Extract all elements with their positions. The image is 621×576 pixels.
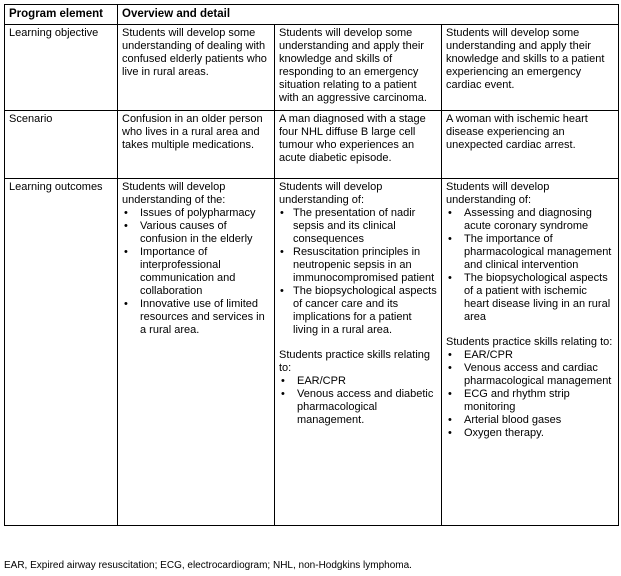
outcomes-cell <box>275 179 442 526</box>
list-item: • Venous access and cardiac pharmacological management <box>446 362 614 388</box>
list-item: • Various causes of confusion in the elderly <box>122 220 270 246</box>
objective-cell: Students will develop some understanding of dealing with confused elderly patients who live in rural areas. <box>118 25 275 111</box>
list-item: • The presentation of nadir sepsis and its clinical consequences <box>279 207 437 246</box>
list-item: • Resuscitation principles in neutropenic sepsis in an immunocompromised patient <box>279 246 437 285</box>
table-row <box>5 25 619 111</box>
list-item: • Oxygen therapy. <box>446 427 614 440</box>
outcomes-list <box>446 207 614 324</box>
outcomes-cell <box>118 179 275 526</box>
table-footnote: EAR, Expired airway resuscitation; ECG, electrocardiogram; NHL, non-Hodgkins lymphoma. <box>4 560 412 571</box>
outcomes-cell <box>442 179 619 526</box>
row-label-objective: Learning objective <box>5 25 118 111</box>
scenario-cell: Confusion in an older person who lives in a rural area and takes multiple medications. <box>118 111 275 179</box>
row-label-outcomes: Learning outcomes <box>5 179 118 526</box>
objective-cell: Students will develop some understanding and apply their knowledge and skills of responding to an emergency situation relating to a patient with an aggressive carcinoma. <box>275 25 442 111</box>
skills-list <box>279 375 437 427</box>
header-program-element: Program element <box>5 5 118 25</box>
list-item: • The biopsychological aspects of cancer care and its implications for a patient living in a rural area. <box>279 285 437 337</box>
list-item: • The biopsychological aspects of a patient with ischemic heart disease living in an rural area <box>446 272 614 324</box>
list-item: • The importance of pharmacological management and clinical intervention <box>446 233 614 272</box>
header-overview: Overview and detail <box>118 5 619 25</box>
scenario-cell: A woman with ischemic heart disease experiencing an unexpected cardiac arrest. <box>442 111 619 179</box>
list-item: • Venous access and diabetic pharmacological management. <box>279 388 437 427</box>
list-item: • Issues of polypharmacy <box>122 207 270 220</box>
list-item: • ECG and rhythm strip monitoring <box>446 388 614 414</box>
table-header-row <box>5 5 619 25</box>
outcomes-intro: Students will develop understanding of: <box>279 181 383 206</box>
list-item: • EAR/CPR <box>446 349 614 362</box>
list-item: • Assessing and diagnosing acute coronary syndrome <box>446 207 614 233</box>
skills-list <box>446 349 614 440</box>
outcomes-intro: Students will develop understanding of the: <box>122 181 226 206</box>
list-item: • Arterial blood gases <box>446 414 614 427</box>
outcomes-list <box>122 207 270 337</box>
table-row <box>5 111 619 179</box>
list-item: • EAR/CPR <box>279 375 437 388</box>
row-label-scenario: Scenario <box>5 111 118 179</box>
outcomes-intro: Students will develop understanding of: <box>446 181 550 206</box>
skills-intro: Students practice skills relating to: <box>446 336 613 348</box>
scenario-cell: A man diagnosed with a stage four NHL diffuse B large cell tumour who experiences an acute diabetic episode. <box>275 111 442 179</box>
list-item: • Innovative use of limited resources and services in a rural area. <box>122 298 270 337</box>
list-item: • Importance of interprofessional communication and collaboration <box>122 246 270 298</box>
table-row <box>5 179 619 526</box>
outcomes-list <box>279 207 437 337</box>
objective-cell: Students will develop some understanding and apply their knowledge and skills to a patient experiencing an emergency cardiac event. <box>442 25 619 111</box>
skills-intro: Students practice skills relating to: <box>279 349 431 374</box>
program-table <box>4 4 619 526</box>
